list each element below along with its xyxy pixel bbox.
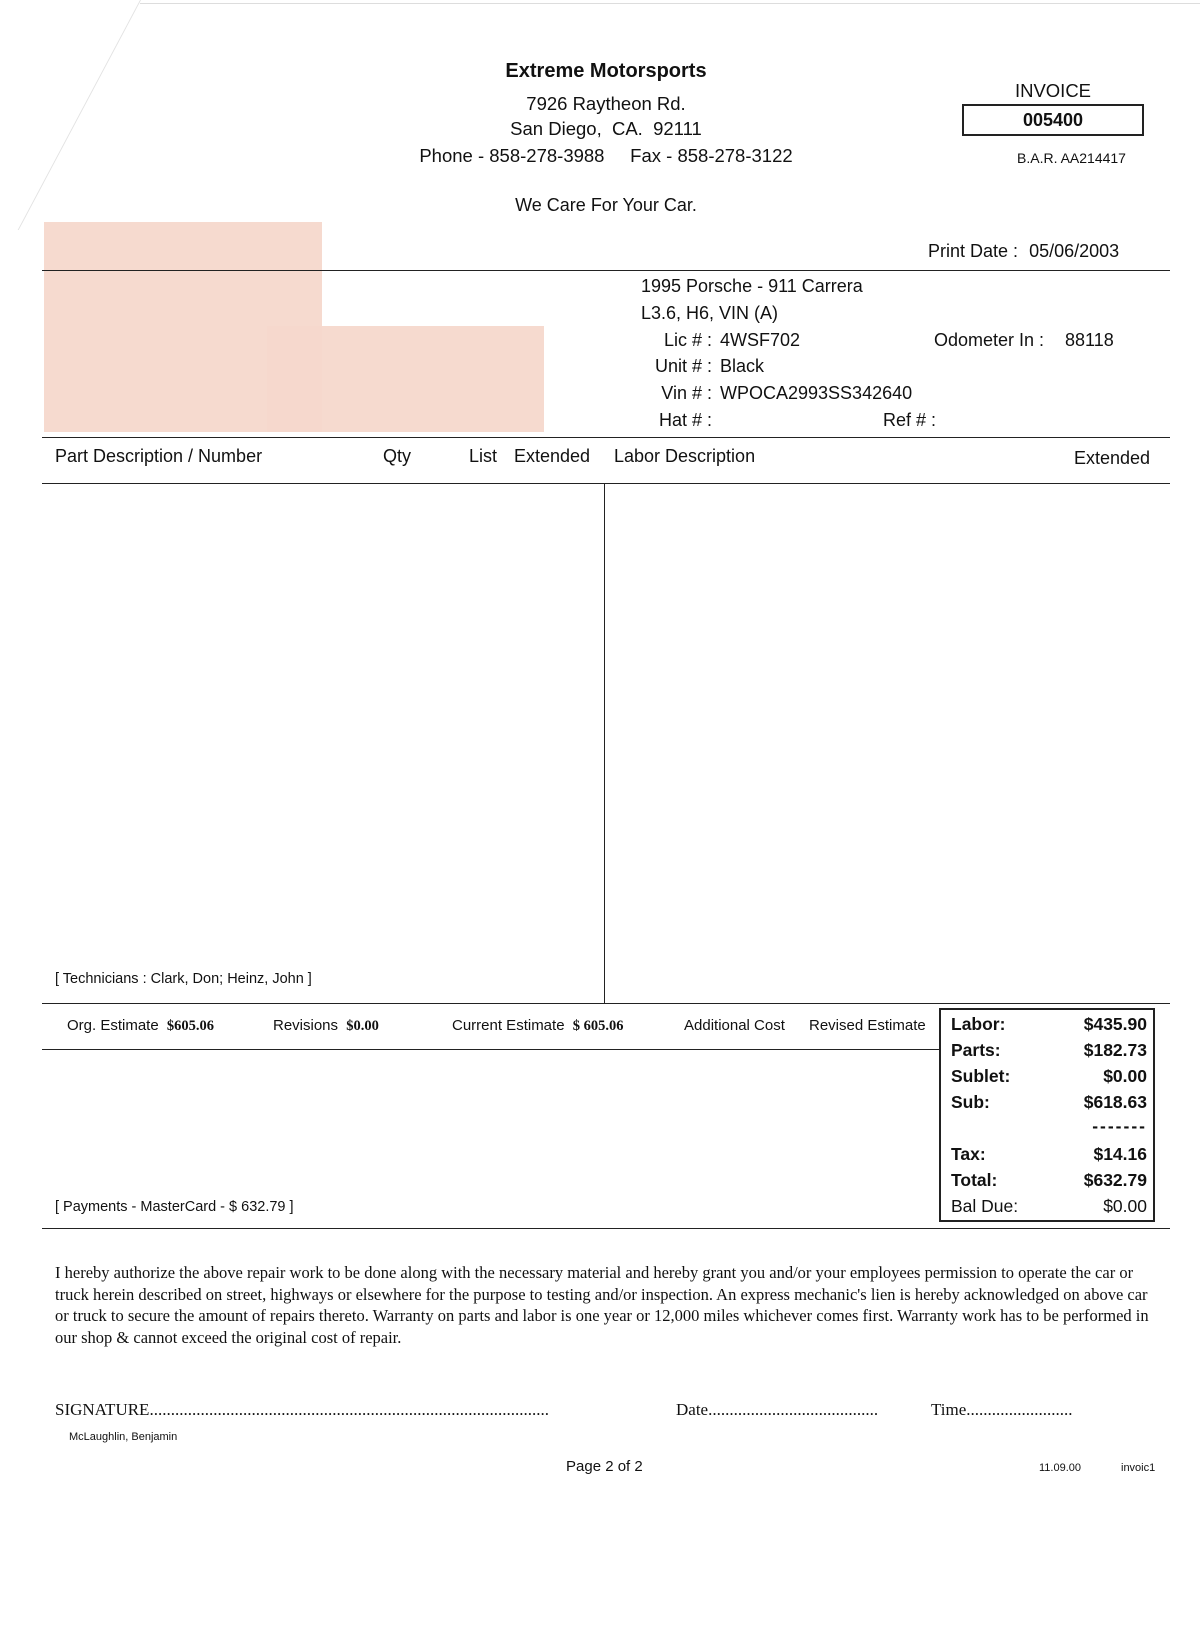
company-address-line1: 7926 Raytheon Rd. [526, 93, 686, 114]
table-bottom-divider [42, 1003, 1170, 1004]
company-address-line2: San Diego, CA. 92111 [510, 118, 702, 139]
total-value: $632.79 [1083, 1170, 1147, 1190]
company-phones: Phone - 858-278-3988 Fax - 858-278-3122 [419, 145, 793, 166]
col-labor-description: Labor Description [614, 446, 756, 466]
sub-value: $618.63 [1083, 1092, 1147, 1112]
org-estimate [67, 1017, 214, 1035]
col-qty: Qty [383, 446, 412, 466]
form-id: invoic1 [1121, 1462, 1156, 1474]
customer-name: McLaughlin, Benjamin [69, 1431, 178, 1443]
invoice-number-box: 005400 [962, 104, 1144, 136]
org-estimate-value: $605.06 [166, 1018, 214, 1034]
table-column-divider [604, 483, 605, 1003]
total-label: Total: [951, 1170, 998, 1190]
estimate-divider [42, 1049, 940, 1050]
revisions-value: $0.00 [346, 1018, 379, 1034]
redaction-sticker-address [267, 326, 544, 432]
lic-label: Lic # : [663, 330, 712, 350]
vehicle-divider [42, 437, 1170, 438]
current-estimate-value: $ 605.06 [572, 1018, 624, 1034]
col-list: List [469, 446, 498, 466]
bar-number: B.A.R. AA214417 [1017, 150, 1126, 166]
date-line: Date........................................ [676, 1400, 879, 1419]
col-part-description: Part Description / Number [55, 446, 263, 466]
table-header-divider [42, 483, 1170, 484]
additional-cost-label: Additional Cost [684, 1017, 785, 1034]
tax-value: $14.16 [1093, 1144, 1147, 1164]
bal-due-label: Bal Due: [951, 1196, 1019, 1216]
sub-label: Sub: [951, 1092, 990, 1112]
print-date-value: 05/06/2003 [1029, 241, 1120, 261]
totals-box [939, 1008, 1155, 1222]
company-name: Extreme Motorsports [505, 60, 707, 82]
invoice-label: INVOICE [1014, 80, 1092, 101]
labor-value: $435.90 [1083, 1014, 1147, 1034]
sublet-value: $0.00 [1103, 1066, 1147, 1086]
form-version: 11.09.00 [1039, 1462, 1082, 1474]
signature-line: SIGNATURE.............................................................................................. [55, 1400, 549, 1419]
labor-label: Labor: [951, 1014, 1006, 1034]
authorization-text: I hereby authorize the above repair work to be done along with the necessary material and hereby grant you and/or your employees permission to operate the car or truck herein described on street, highways or elsewhere for the purpose to testing and/or inspection. An express mechanic's lien is hereby acknowledged on above car or truck to secure the amount of repairs thereto. Warranty on parts and labor is one year or 12,000 miles whichever comes first. Warranty work has to be performed in our shop & cannot exceed the original cost of repair. [55, 1263, 1149, 1347]
current-estimate-label: Current Estimate [452, 1017, 565, 1034]
lic-value: 4WSF702 [720, 330, 801, 350]
parts-label: Parts: [951, 1040, 1001, 1060]
org-estimate-label: Org. Estimate [67, 1017, 159, 1034]
revisions-label: Revisions [273, 1017, 339, 1034]
totals-dash-rule: ------- [1092, 1116, 1147, 1136]
vehicle-line2: L3.6, H6, VIN (A) [641, 303, 779, 323]
payments-divider [42, 1228, 1170, 1229]
page-number: Page 2 of 2 [566, 1458, 643, 1475]
current-estimate [452, 1017, 623, 1035]
revised-estimate-label: Revised Estimate [809, 1017, 926, 1034]
col-labor-extended: Extended [1074, 448, 1151, 468]
parts-value: $182.73 [1083, 1040, 1147, 1060]
col-extended: Extended [514, 446, 591, 466]
vin-value: WPOCA2993SS342640 [720, 383, 913, 403]
vehicle-line1: 1995 Porsche - 911 Carrera [641, 276, 863, 296]
hat-label: Hat # : [658, 410, 712, 430]
ref-label: Ref # : [883, 410, 937, 430]
header-divider [42, 270, 1170, 271]
company-slogan: We Care For Your Car. [515, 195, 697, 215]
odometer-label: Odometer In : [934, 330, 1045, 350]
unit-value: Black [720, 356, 765, 376]
vin-label: Vin # : [661, 383, 712, 403]
odometer-value: 88118 [1065, 330, 1114, 350]
time-line: Time......................... [931, 1400, 1073, 1419]
technicians: [ Technicians : Clark, Don; Heinz, John ] [55, 971, 312, 987]
unit-label: Unit # : [654, 356, 712, 376]
tax-label: Tax: [951, 1144, 986, 1164]
print-date-label: Print Date : [928, 241, 1019, 261]
print-date [928, 241, 1119, 262]
scan-top-edge [140, 3, 1200, 4]
revisions [273, 1017, 379, 1035]
sublet-label: Sublet: [951, 1066, 1011, 1086]
payments: [ Payments - MasterCard - $ 632.79 ] [55, 1199, 294, 1215]
bal-due-value: $0.00 [1103, 1196, 1147, 1216]
